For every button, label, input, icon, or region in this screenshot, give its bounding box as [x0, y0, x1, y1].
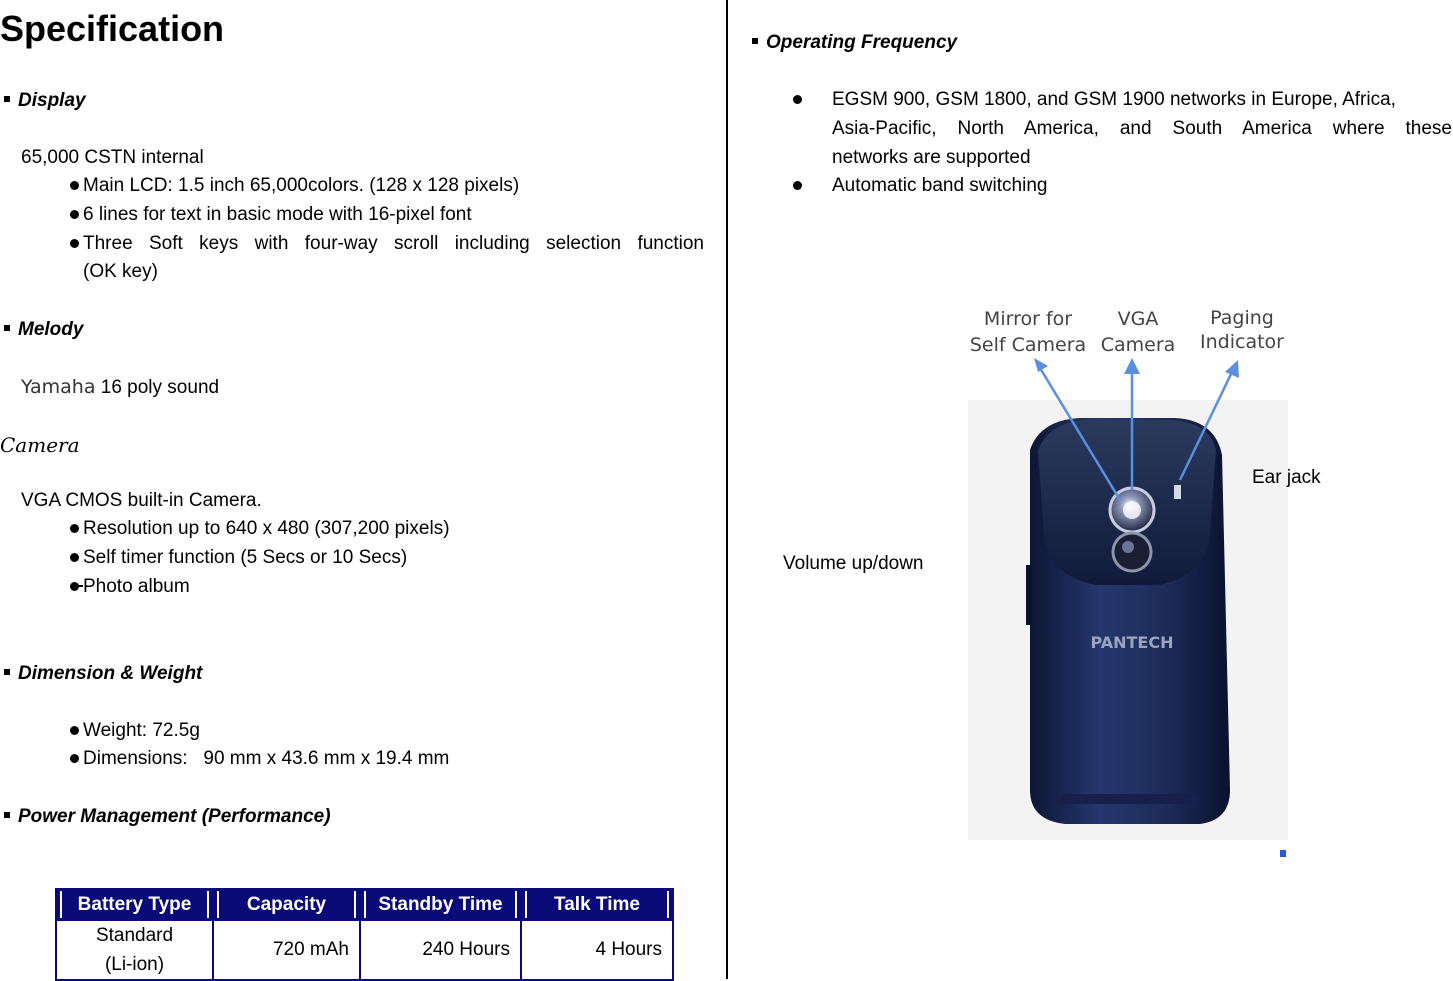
display-bullet-continuation: (OK key) [83, 261, 158, 282]
bullet-dot-icon [793, 95, 802, 104]
arrow-paging-head-icon [1225, 360, 1239, 378]
table-header-row [56, 889, 673, 920]
table-header-cell: Battery Type [56, 889, 213, 920]
table-cell-talk: 4 Hours [521, 920, 673, 980]
volume-key [1026, 565, 1032, 625]
table-row [56, 920, 673, 980]
battery-table [55, 888, 674, 981]
square-bullet-icon [4, 669, 10, 675]
camera-lens-icon [1113, 533, 1151, 571]
mirror-highlight [1123, 501, 1141, 519]
table-cell-capacity: 720 mAh [213, 920, 360, 980]
section-heading-dimension: Dimension & Weight [4, 663, 202, 685]
section-heading-display: Display [4, 90, 86, 112]
callout-mirror-line1: Mirror for [983, 308, 1073, 330]
bullet-dot-icon [70, 181, 79, 190]
melody-brand: Yamaha [21, 376, 96, 398]
phone-brand-logo: PANTECH [1090, 633, 1174, 652]
table-header-cell: Standby Time [360, 889, 521, 920]
frequency-bullet: Automatic band switching [832, 175, 1048, 196]
dimension-bullet: Weight: 72.5g [83, 720, 200, 741]
callout-paging-line2: Indicator [1200, 331, 1284, 353]
callout-vga-line1: VGA [1117, 308, 1159, 330]
table-cell-battery: Standard (Li-ion) [56, 920, 213, 980]
bullet-dot-icon [70, 210, 79, 219]
melody-detail: 16 poly sound [100, 377, 220, 398]
display-bullet: Main LCD: 1.5 inch 65,000colors. (128 x 128 pixels) [83, 175, 520, 196]
display-bullet: 6 lines for text in basic mode with 16-pixel font [83, 204, 472, 225]
paging-indicator-icon [1174, 485, 1181, 499]
square-bullet-icon [752, 38, 758, 44]
dimension-bullet: Dimensions: 90 mm x 43.6 mm x 19.4 mm [83, 748, 450, 769]
section-heading-power: Power Management (Performance) [4, 806, 331, 828]
column-divider [726, 0, 728, 979]
frequency-bullet-line: Asia-Pacific, North America, and South America where these [832, 118, 1452, 139]
square-bullet-icon [4, 96, 10, 102]
camera-bullet: Photo album [83, 576, 190, 597]
camera-bullet: Self timer function (5 Secs or 10 Secs) [83, 547, 408, 568]
bullet-dot-icon [793, 181, 802, 190]
table-header-cell: Talk Time [521, 889, 673, 920]
bullet-dot-icon [70, 553, 79, 562]
square-bullet-icon [4, 325, 10, 331]
image-corner-mark [1280, 850, 1286, 857]
table-cell-standby: 240 Hours [360, 920, 521, 980]
arrow-mirror-head-icon [1034, 358, 1048, 372]
arrow-vga-head-icon [1124, 358, 1140, 374]
frequency-bullet-line: networks are supported [832, 147, 1031, 168]
page-title: Specification [0, 8, 225, 49]
frequency-bullet-line: EGSM 900, GSM 1800, and GSM 1900 networks in Europe, Africa, [832, 89, 1396, 110]
table-header-cell: Capacity [213, 889, 360, 920]
display-intro: 65,000 CSTN internal [21, 147, 204, 168]
camera-bullet: Resolution up to 640 x 480 (307,200 pixels) [83, 518, 450, 539]
phone-illustration [960, 300, 1300, 860]
section-heading-camera: Camera [0, 433, 80, 457]
callout-vga-line2: Camera [1100, 334, 1176, 356]
bottom-trim [1060, 794, 1200, 804]
display-bullet: Three Soft keys with four-way scroll including selection function [83, 233, 704, 254]
section-heading-melody: Melody [4, 319, 83, 341]
ear-jack-label: Ear jack [1252, 467, 1321, 488]
callout-mirror-line2: Self Camera [969, 334, 1087, 356]
melody-text [21, 376, 219, 399]
bullet-dot-icon [70, 726, 79, 735]
camera-lens-highlight [1122, 541, 1134, 553]
camera-intro: VGA CMOS built-in Camera. [21, 490, 262, 511]
volume-label: Volume up/down [783, 553, 924, 574]
bullet-dot-icon [70, 239, 79, 248]
bullet-dot-icon [70, 524, 79, 533]
square-bullet-icon [4, 812, 10, 818]
callout-paging-line1: Paging [1210, 307, 1274, 329]
bullet-dot-icon [70, 754, 79, 763]
section-heading-frequency: Operating Frequency [752, 32, 957, 54]
